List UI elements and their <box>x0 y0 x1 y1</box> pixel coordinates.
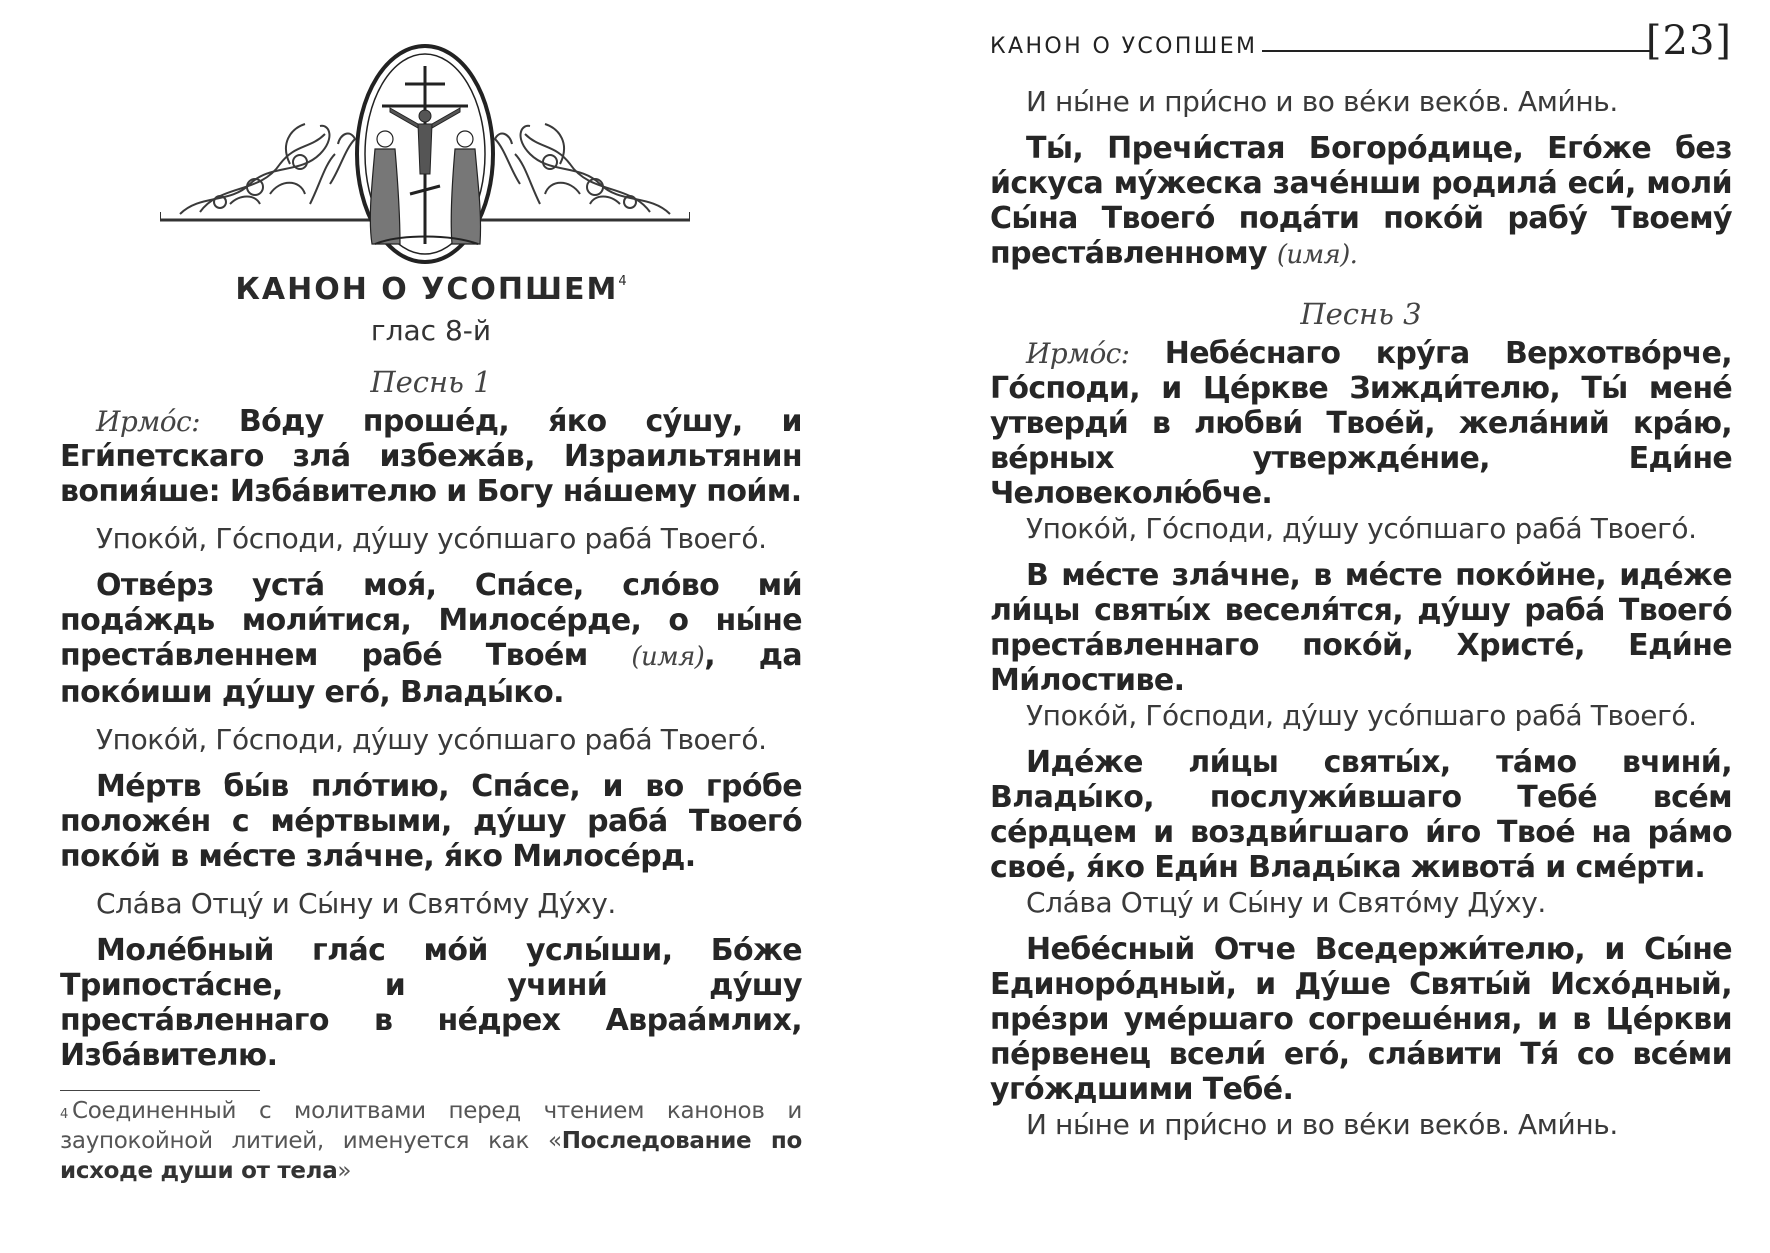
theotokion-text: Ты́, Пречи́стая Богоро́дице, Его́же без и́скуса му́жеска заче́нши родила́ еси́, моли́ Сы́на Твоего́ пода́ти поко́й рабу́ Твоему́ преста́вленному <box>990 131 1732 271</box>
footnote-bold-text: Последование по исходе души от тела <box>60 1128 802 1184</box>
footnote-divider <box>60 1090 260 1091</box>
footnote-end: » <box>337 1158 352 1184</box>
name-placeholder: (имя) <box>631 642 705 672</box>
irmos-text: Во́ду проше́д, я́ко су́шу, и Еги́петскаго зла́ избежа́в, Израильтянин вопия́ше: Изба́вителю и Богу на́шему пои́м. <box>60 404 802 509</box>
crucifixion-vignette-art <box>160 44 690 270</box>
troparion: Иде́же ли́цы святы́х, та́мо вчини́, Влады́ко, послужи́вшаго Тебе́ все́м се́рдцем и воздви́гшаго и́го Твое́ на ра́мо свое́, я́ко Еди́н Влады́ка живота́ и сме́рти. <box>990 745 1732 885</box>
doxology: Сла́ва Отцу́ и Сы́ну и Свято́му Ду́ху. <box>96 887 616 920</box>
refrain: Упоко́й, Го́споди, ду́шу усо́пшаго раба́ Твоего́. <box>96 723 767 756</box>
ode-3-irmos <box>990 336 1732 511</box>
tone-indicator: глас 8-й <box>370 314 492 347</box>
ode-1-end <box>990 84 1732 273</box>
irmos-text: Небе́снаго кру́га Верхотво́рче, Го́споди, и Це́ркве Зижди́телю, Ты́ мене́ утверди́ в любви́ Твое́й, жела́ний кра́ю, ве́рных утвержде́ние, Еди́не Человеколю́бче. <box>990 336 1732 511</box>
ode-1 <box>60 360 802 1073</box>
page-number: [23] <box>1645 18 1732 64</box>
running-head-title: КАНОН О УСОПШЕМ <box>990 34 1258 59</box>
ode-3-heading: Песнь 3 <box>1300 297 1422 331</box>
running-head-rule <box>1262 50 1650 52</box>
troparion-text-end: , да поко́иши ду́шу его́, Влады́ко. <box>60 638 802 710</box>
troparion: Ме́ртв бы́в пло́тию, Спа́се, и во гро́бе положе́н с ме́ртвыми, ду́шу раба́ Твоего́ поко́й в ме́сте зла́чне, я́ко Милосе́рд. <box>60 769 802 874</box>
troparion: Моле́бный гла́с мо́й услы́ши, Бо́же Трипоста́сне, и учини́ ду́шу преста́вленнаго в не́дрех Авраа́млих, Изба́вителю. <box>60 933 802 1073</box>
ode-1-heading: Песнь 1 <box>370 365 492 399</box>
crucifixion-vignette <box>160 44 690 270</box>
now-and-ever: И ны́не и при́сно и во ве́ки веко́в. Ами́нь. <box>1026 1108 1618 1141</box>
refrain: Упоко́й, Го́споди, ду́шу усо́пшаго раба́ Твоего́. <box>1026 512 1697 545</box>
canon-title-text: КАНОН О УСОПШЕМ <box>235 272 619 307</box>
theotokion <box>990 131 1732 273</box>
title-footnote-ref[interactable]: 4 <box>618 274 627 289</box>
refrain: Упоко́й, Го́споди, ду́шу усо́пшаго раба́ Твоего́. <box>96 522 767 555</box>
canon-title <box>60 272 802 307</box>
troparion-text: Отве́рз уста́ моя́, Спа́се, сло́во ми́ пода́ждь моли́тися, Милосе́рде, о ны́не преста́вленнем рабе́ Твое́м <box>60 568 802 673</box>
name-placeholder: (имя). <box>1276 240 1358 270</box>
troparion: В ме́сте зла́чне, в ме́сте поко́йне, иде́же ли́цы святы́х веселя́тся, ду́шу раба́ Твоего́ преста́вленнаго поко́й, Христе́, Еди́не Ми́лостиве. <box>990 558 1732 698</box>
troparion: Небе́сный Отче Вседержи́телю, и Сы́не Единоро́дный, и Ду́ше Святы́й Исхо́дный, пре́зри уме́ршаго согреше́ния, и в Це́ркви пе́рвенец всели́ его́, сла́вити Тя́ со все́ми уго́ждшими Тебе́. <box>990 932 1732 1107</box>
troparion <box>60 568 802 710</box>
footnote-text: Соединенный с молитвами перед чтением канонов и заупокойной литией, именуется как « <box>60 1098 802 1154</box>
irmos-label: Ирмо́с: <box>96 405 200 438</box>
running-head <box>990 18 1732 66</box>
footnote <box>60 1096 802 1186</box>
doxology: Сла́ва Отцу́ и Сы́ну и Свято́му Ду́ху. <box>1026 886 1546 919</box>
ode-3 <box>990 292 1732 1142</box>
now-and-ever: И ны́не и при́сно и во ве́ки веко́в. Ами́нь. <box>1026 85 1618 118</box>
irmos-label: Ирмо́с: <box>1026 337 1130 370</box>
footnote-number: 4 <box>60 1107 68 1122</box>
refrain: Упоко́й, Го́споди, ду́шу усо́пшаго раба́ Твоего́. <box>1026 699 1697 732</box>
ode-1-irmos <box>60 404 802 509</box>
